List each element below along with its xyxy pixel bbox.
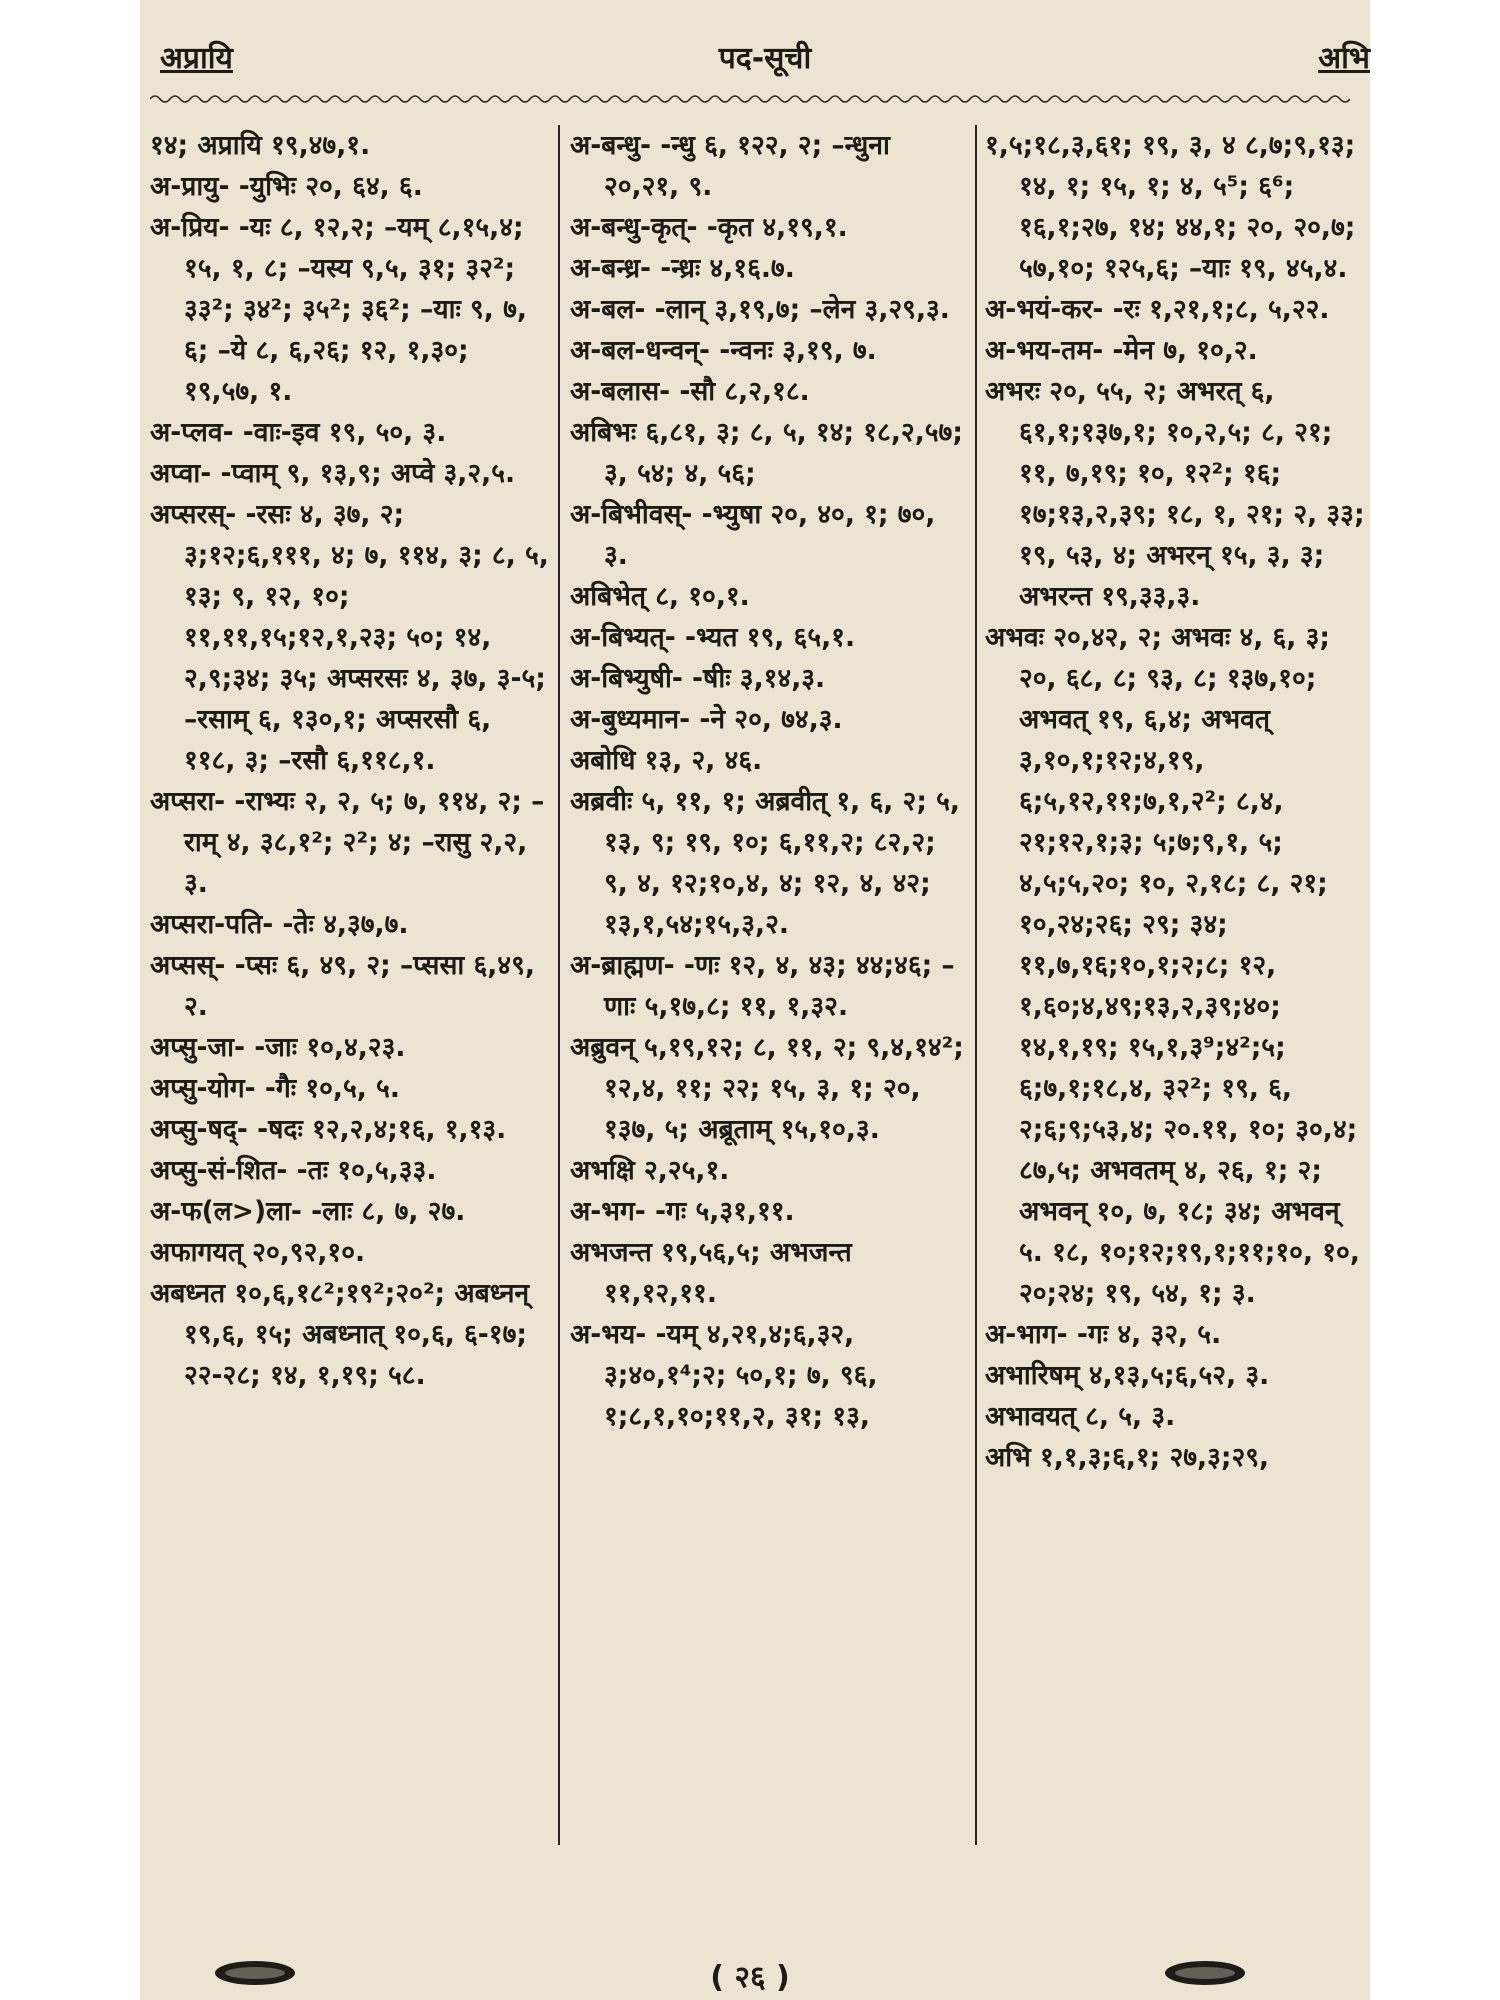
index-entry: अभवः २०,४२, २; अभवः ४, ६, ३; २०, ६८, ८; ९३, ८; १३७,१०; अभवत् १९, ६,४; अभवत् ३,१०,१;१२;४,१९, ६;५,१२,११;७,१,२²; ८,४, २१;१२,१;३; ५;७;९,१, ५; ४,५;५,२०; १०, २,१८; ८, २१; १०,२४;२६; २९; ३४; ११,७,१६;१०,१;२;८; १२, १,६०;४,४९;१३,२,३९;४०; १४,१,१९; १५,१,३⁹;४²;५; ६;७,१;१८,४, ३२²; १९, ६, २;६;९;५३,४; २०.११, १०; ३०,४; ८७,५; अभवतम् ४, २६, १; २; अभवन् १०, ७, १८; ३४; अभवन् ५. १८, १०;१२;१९,१;११;१०, १०, २०;२४; १९, ५४, १; ३.: [985, 622, 1360, 1309]
index-entry: अ-फ(ल>)ला- -लाः ८, ७, २७.: [150, 1196, 466, 1227]
index-entry: अप्सरा-पति- -तेः ४,३७,७.: [150, 909, 409, 940]
right-ornament: [1160, 1958, 1250, 1988]
index-entry: अ-भाग- -गः ४, ३२, ५.: [985, 1319, 1222, 1350]
index-entry: अ-बुध्यमान- -ने २०, ७४,३.: [570, 704, 843, 735]
index-entry: अ-ब्राह्मण- -णः १२, ४, ४३; ४४;४६; –णाः ५,१७,८; ११, १,३२.: [570, 950, 955, 1022]
index-entry: अप्वा- -प्वाम् ९, १३,९; अप्वे ३,२,५.: [150, 458, 516, 489]
index-entry: अबोधि १३, २, ४६.: [570, 745, 763, 776]
index-entry: अप्सु-योग- -गैः १०,५, ५.: [150, 1073, 400, 1104]
header-title: पद-सूची: [718, 41, 812, 76]
index-column-1: [150, 125, 550, 1396]
index-entry: अ-बिभ्युषी- -षीः ३,१४,३.: [570, 663, 826, 694]
index-entry: अबध्नत १०,६,१८²;१९²;२०²; अबध्नन् १९,६, १५; अबध्नात् १०,६, ६-१७; २२-२८; १४, १,१९; ५८.: [150, 1278, 530, 1391]
index-entry: अ-बन्ध्र- -न्ध्रः ४,१६.७.: [570, 253, 795, 284]
index-entry: अप्सु-षद्- -षदः १२,२,४;१६, १,१३.: [150, 1114, 507, 1145]
index-entry: अ-भय-तम- -मेन ७, १०,२.: [985, 335, 1258, 366]
index-entry: अप्सस्- -प्सः ६, ४९, २; –प्ससा ६,४९, २.: [150, 950, 535, 1022]
index-column-2: [570, 125, 965, 1437]
index-entry: अ-भय- -यम् ४,२१,४;६,३२, ३;४०,१⁴;२; ५०,१; ७, ९६, १;८,१,१०;११,२, ३१; १३,: [570, 1319, 878, 1432]
index-entry: अ-बलास- -सौ ८,२,१८.: [570, 376, 810, 407]
index-entry: अभावयत् ८, ५, ३.: [985, 1401, 1176, 1432]
index-entry: अप्सु-सं-शित- -तः १०,५,३३.: [150, 1155, 437, 1186]
index-entry: अ-भयं-कर- -रः १,२१,१;८, ५,२२.: [985, 294, 1330, 325]
index-entry: अ-प्लव- -वाः-इव १९, ५०, ३.: [150, 417, 447, 448]
index-entry: अप्सु-जा- -जाः १०,४,२३.: [150, 1032, 406, 1063]
column-divider-1: [558, 125, 560, 1845]
index-entry: अ-प्रायु- -युभिः २०, ६४, ६.: [150, 171, 423, 202]
index-entry: अभि १,१,३;६,१; २७,३;२९,: [985, 1442, 1270, 1473]
index-entry: अप्सरा- -राभ्यः २, २, ५; ७, ११४, २; –राम् ४, ३८,१²; २²; ४; –रासु २,२, ३.: [150, 786, 545, 899]
index-entry: अब्रवीः ५, ११, १; अब्रवीत् १, ६, २; ५, १३, ९; १९, १०; ६,११,२; ८२,२; ९, ४, १२;१०,४, ४; १२, ४, ४२; १३,१,५४;१५,३,२.: [570, 786, 960, 940]
index-entry: अ-बन्धु-कृत्- -कृत ४,१९,१.: [570, 212, 848, 243]
index-entry: अ-प्रिय- -यः ८, १२,२; –यम् ८,१५,४; १५, १, ८; –यस्य ९,५, ३१; ३२²; ३३²; ३४²; ३५²; ३६²; –याः ९, ७, ६; –ये ८, ६,२६; १२, १,३०; १९,५७, १.: [150, 212, 527, 407]
index-entry: अ-बन्धु- -न्धु ६, १२२, २; –न्धुना २०,२१, ९.: [570, 130, 890, 202]
index-entry: अफागयत् २०,९२,१०.: [150, 1237, 366, 1268]
index-entry: अबिभः ६,८१, ३; ८, ५, १४; १८,२,५७; ३, ५४; ४, ५६;: [570, 417, 963, 489]
index-entry: १४; अप्रायि १९,४७,१.: [150, 130, 371, 161]
index-entry: अभरः २०, ५५, २; अभरत् ६, ६१,१;१३७,१; १०,२,५; ८, २१; ११, ७,१९; १०, १२²; १६; १७;१३,२,३९; १८, १, २१; २, ३३; १९, ५३, ४; अभरन् १५, ३, ३; अभरन्त १९,३३,३.: [985, 376, 1365, 612]
index-entry: अ-भग- -गः ५,३१,११.: [570, 1196, 795, 1227]
index-entry: १,५;१८,३,६१; १९, ३, ४ ८,७;९,१३; १४, १; १५, १; ४, ५⁵; ६⁶; १६,१;२७, १४; ४४,१; २०, २०,७; ५७,१०; १२५,६; –याः १९, ४५,४.: [985, 130, 1356, 284]
index-column-3: [985, 125, 1370, 1478]
index-entry: अब्रुवन् ५,१९,१२; ८, ११, २; ९,४,१४²; १२,४, ११; २२; १५, ३, १; २०, १३७, ५; अब्रूताम् १५,१०,३.: [570, 1032, 964, 1145]
header-left-guide-word: अप्रायि: [160, 41, 233, 76]
page-header: [160, 36, 1370, 86]
index-entry: अभारिषम् ४,१३,५;६,५२, ३.: [985, 1360, 1270, 1391]
index-entry: अ-बिभ्यत्- -भ्यत १९, ६५,१.: [570, 622, 856, 653]
header-right-guide-word: अभि: [1318, 41, 1370, 76]
index-entry: अभजन्त १९,५६,५; अभजन्त ११,१२,११.: [570, 1237, 852, 1309]
header-wavy-rule: [150, 92, 1350, 106]
index-entry: अभक्षि २,२५,१.: [570, 1155, 730, 1186]
page-number: ( २६ ): [710, 1960, 790, 1995]
index-entry: अ-बल-धन्वन्- -न्वनः ३,१९, ७.: [570, 335, 877, 366]
column-divider-2: [975, 125, 977, 1845]
index-entry: अ-बिभीवस्- -भ्युषा २०, ४०, १; ७०, ३.: [570, 499, 936, 571]
index-entry: अबिभेत् ८, १०,१.: [570, 581, 750, 612]
index-entry: अ-बल- -लान् ३,१९,७; –लेन ३,२९,३.: [570, 294, 950, 325]
index-entry: अप्सरस्- -रसः ४, ३७, २; ३;१२;६,१११, ४; ७, ११४, ३; ८, ५, १३; ९, १२, १०; ११,११,१५;१२,१,२३; ५०; १४, २,९;३४; ३५; अप्सरसः ४, ३७, ३-५; –रसाम् ६, १३०,१; अप्सरसौ ६, ११८, ३; –रसौ ६,११८,१.: [150, 499, 549, 776]
